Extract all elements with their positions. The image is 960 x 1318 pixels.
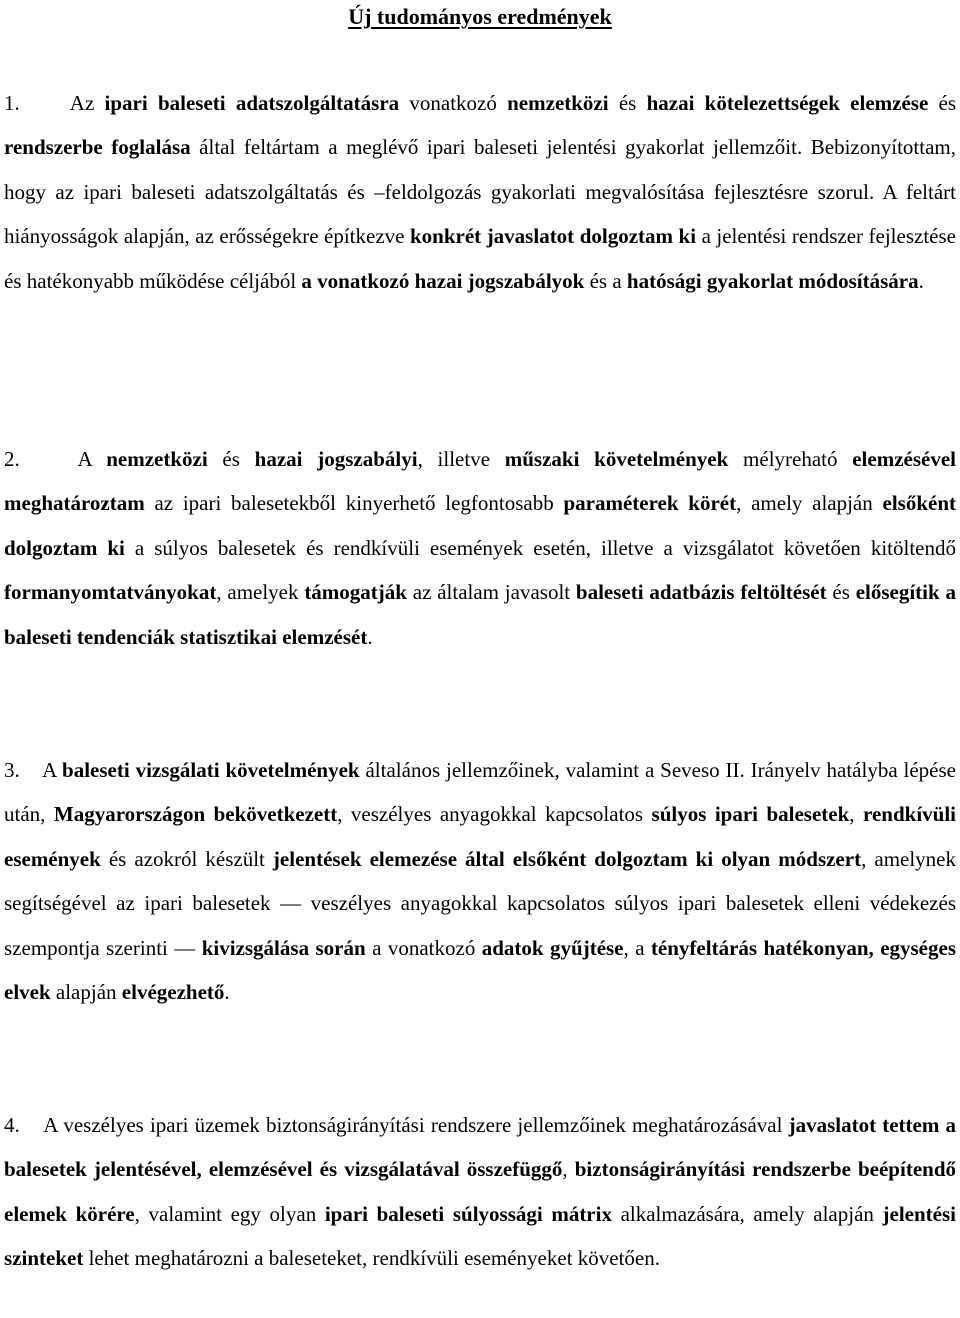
bold-text-segment: ipari baleseti súlyossági mátrix — [324, 1201, 612, 1226]
text-segment: vonatkozó — [399, 91, 508, 115]
text-segment: 1. Az — [4, 91, 105, 115]
bold-text-segment: elősegítik a baleseti tendenciák statisztikai elemzését — [4, 580, 956, 649]
text-segment: által feltártam a meglévő ipari baleseti jelentési gyakorlat jellemzőit. Bebizonyítottam, hogy az ipari baleseti adatszolgáltatás és –feldolgozás gyakorlati megvalósítása fejlesztésre szorul. A feltárt hiányosságok alapján, az erősségekre építkezve — [4, 135, 957, 249]
bold-text-segment: rendszerbe foglalása — [4, 135, 191, 160]
bold-text-segment: ipari baleseti adatszolgáltatásra — [104, 91, 400, 115]
bold-text-segment: jelentési szinteket — [4, 1201, 956, 1271]
bold-text-segment: Magyarországon bekövetkezett — [53, 802, 338, 827]
text-segment: a súlyos balesetek és rendkívüli események esetén, illetve a vizsgálatot követően kitöltendő — [124, 535, 956, 560]
text-segment: . — [367, 624, 373, 649]
bold-text-segment: nemzetközi — [106, 447, 208, 471]
text-segment: a jelentési rendszer fejlesztése és hatékonyabb működése céljából — [4, 224, 956, 293]
bold-text-segment: biztonságirányítási rendszerbe beépítendő elemek körére — [4, 1157, 956, 1226]
bold-text-segment: jelentések elemezése által elsőként dolgoztam ki olyan módszert — [272, 846, 862, 871]
text-segment: , amelyek — [216, 580, 305, 605]
bold-text-segment: tényfeltárás hatékonyan, egységes elvek — [4, 935, 956, 1005]
text-segment: 2. A — [4, 447, 107, 471]
bold-text-segment: súlyos ipari balesetek — [651, 802, 850, 827]
text-segment: 4. A veszélyes ipari üzemek biztonságirányítási rendszere jellemzőinek meghatározásával — [4, 1113, 789, 1137]
text-segment: , veszélyes anyagokkal kapcsolatos — [337, 802, 652, 827]
bold-text-segment: rendkívüli események — [4, 802, 956, 871]
text-segment: , — [849, 802, 864, 827]
paragraph-3 — [4, 748, 956, 1014]
bold-text-segment: konkrét javaslatot dolgoztam ki — [410, 224, 697, 249]
bold-text-segment: hazai kötelezettségek elemzése — [646, 91, 929, 115]
text-segment: a vonatkozó — [365, 935, 482, 960]
text-segment: , amelynek segítségével az ipari balesetek — veszélyes anyagokkal kapcsolatos súlyos ipari balesetek elleni védekezés szempontja szerinti — — [4, 846, 956, 960]
paragraph-4 — [4, 1103, 956, 1281]
text-segment: lehet meghatározni a baleseteket, rendkívüli eseményeket követően. — [83, 1246, 661, 1271]
text-segment: és — [928, 91, 957, 115]
text-segment: , amely alapján — [736, 491, 883, 516]
text-segment: mélyreható — [728, 447, 853, 471]
bold-text-segment: műszaki követelmények — [504, 447, 729, 471]
bold-text-segment: adatok gyűjtése — [481, 935, 624, 960]
bold-text-segment: javaslatot tettem a balesetek jelentésével, elemzésével és vizsgálatával összefüggő — [4, 1113, 956, 1182]
text-segment: az ipari balesetekből kinyerhető legfontosabb — [144, 491, 564, 516]
bold-text-segment: kivizsgálása során — [201, 935, 366, 960]
bold-text-segment: paraméterek körét — [563, 491, 737, 516]
text-segment: , a — [623, 935, 651, 960]
bold-text-segment: elsőként dolgoztam ki — [4, 491, 956, 560]
text-segment: , illetve — [417, 447, 505, 471]
bold-text-segment: elvégezhető — [121, 980, 225, 1005]
bold-text-segment: baleseti adatbázis feltöltését — [575, 580, 827, 605]
text-segment: és azokról készült — [100, 846, 273, 871]
text-segment: , valamint egy olyan — [134, 1201, 325, 1226]
text-segment: általános jellemzőinek, valamint a Seveso II. Irányelv hatályba lépése után, — [4, 758, 956, 827]
document-title: Új tudományos eredmények — [348, 4, 612, 29]
bold-text-segment: hatósági gyakorlat módosítására — [626, 268, 919, 293]
text-segment: alkalmazására, amely alapján — [611, 1201, 883, 1226]
paragraph-1 — [4, 81, 956, 303]
bold-text-segment: formanyomtatványokat — [4, 580, 217, 605]
text-segment: , — [562, 1157, 575, 1182]
bold-text-segment: elemzésével meghatároztam — [4, 447, 956, 516]
bold-text-segment: nemzetközi — [507, 91, 609, 115]
text-segment: az általam javasolt — [406, 580, 576, 605]
text-segment: . — [918, 268, 924, 293]
text-segment: alapján — [50, 980, 122, 1005]
bold-text-segment: támogatják — [304, 580, 407, 605]
bold-text-segment: baleseti vizsgálati követelmények — [62, 758, 360, 782]
text-segment: 3. A — [4, 758, 63, 782]
paragraph-2 — [4, 437, 956, 659]
text-segment: . — [224, 980, 230, 1005]
text-segment: és — [826, 580, 856, 605]
text-segment: és a — [584, 268, 627, 293]
bold-text-segment: hazai jogszabályi — [254, 447, 418, 471]
bold-text-segment: a vonatkozó hazai jogszabályok — [301, 268, 585, 293]
text-segment: és — [207, 447, 255, 471]
text-segment: és — [608, 91, 647, 115]
